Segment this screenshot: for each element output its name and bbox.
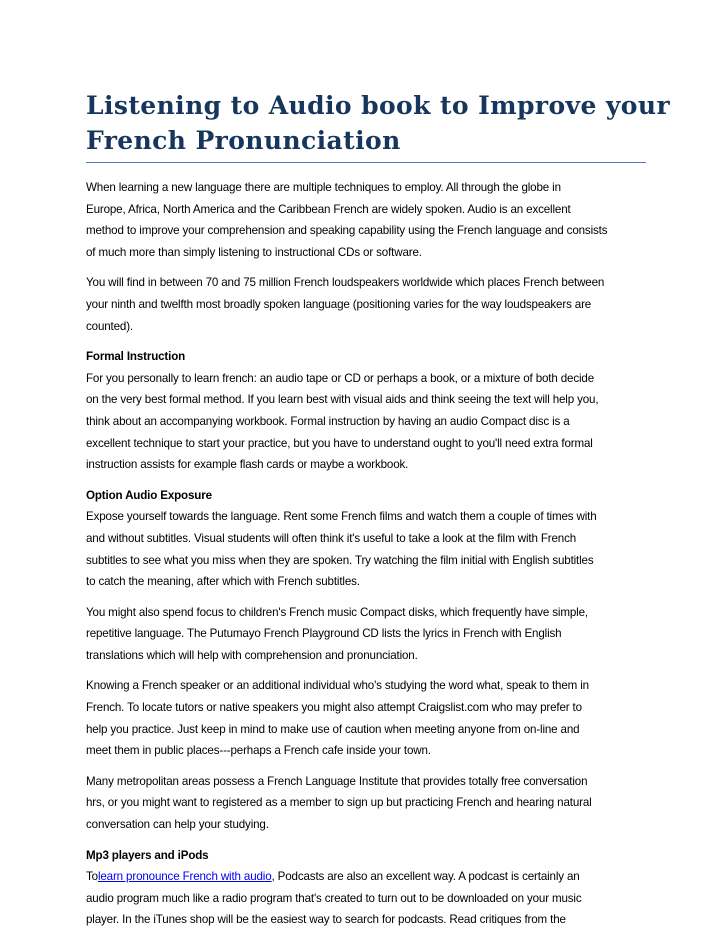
heading-formal-instruction: Formal Instruction	[86, 350, 186, 364]
document-body	[86, 177, 646, 931]
heading-mp3-players: Mp3 players and iPods	[86, 848, 209, 862]
learn-french-audio-link[interactable]: learn pronounce French with audio	[97, 870, 272, 884]
paragraph-speaker-practice: Knowing a French speaker or an additional individual who's studying the word what, speak to them in French. To locate tutors or native speakers you might also attempt Craigslist.com who may prefer to help you practice. Just keep in mind to make use of caution when meeting anyone from on-line and meet them in public places---perhaps a French cafe inside your town.	[86, 679, 589, 758]
paragraph-speakers: You will find in between 70 and 75 million French loudspeakers worldwide which places French between your ninth and twelfth most broadly spoken language (positioning varies for the way loudspeakers are counted).	[86, 276, 605, 333]
title-line-2: French Pronunciation	[86, 126, 401, 155]
paragraph-podcasts: Tolearn pronounce French with audio, Podcasts are also an excellent way. A podcast is certainly an audio program much like a radio program that's created to turn out to be downloaded on your music player. In the iTunes shop will be the easiest way to search for podcasts. Read critiques from the	[86, 870, 582, 927]
paragraph-language-institute: Many metropolitan areas possess a French Language Institute that provides totally free conversation hrs, or you might want to registered as a member to sign up but practicing French and hearing natural conversation can help your studying.	[86, 774, 592, 832]
paragraph-childrens-music: You might also spend focus to children's French music Compact disks, which frequently have simple, repetitive language. The Putumayo French Playground CD lists the lyrics in French with English translations which will help with comprehension and pronunciation.	[86, 605, 588, 662]
paragraph-audio-exposure: Expose yourself towards the language. Rent some French films and watch them a couple of times with and without subtitles. Visual students will often think it's useful to take a look at the film with French subtitles to see what you miss when they are spoken. Try watching the film initial with English subtitles to catch the meaning, after which with French subtitles.	[86, 510, 597, 589]
heading-option-audio-exposure: Option Audio Exposure	[86, 488, 212, 502]
paragraph-formal-instruction: For you personally to learn french: an audio tape or CD or perhaps a book, or a mixture of both decide on the very best formal method. If you learn best with visual aids and think seeing the text will help you, think about an accompanying workbook. Formal instruction by having an audio Compact disc is a excellent technique to start your practice, but you have to understand ought to you'll need extra formal instruction assists for example flash cards or maybe a workbook.	[86, 371, 599, 472]
document-page	[86, 88, 671, 940]
document-title	[86, 88, 671, 163]
paragraph-intro: When learning a new language there are multiple techniques to employ. All through the globe in Europe, Africa, North America and the Caribbean French are widely spoken. Audio is an excellent method to improve your comprehension and speaking capability using the French language and consists of much more than simply listening to instructional CDs or software.	[86, 181, 608, 259]
title-line-1: Listening to Audio book to Improve your	[86, 91, 671, 120]
